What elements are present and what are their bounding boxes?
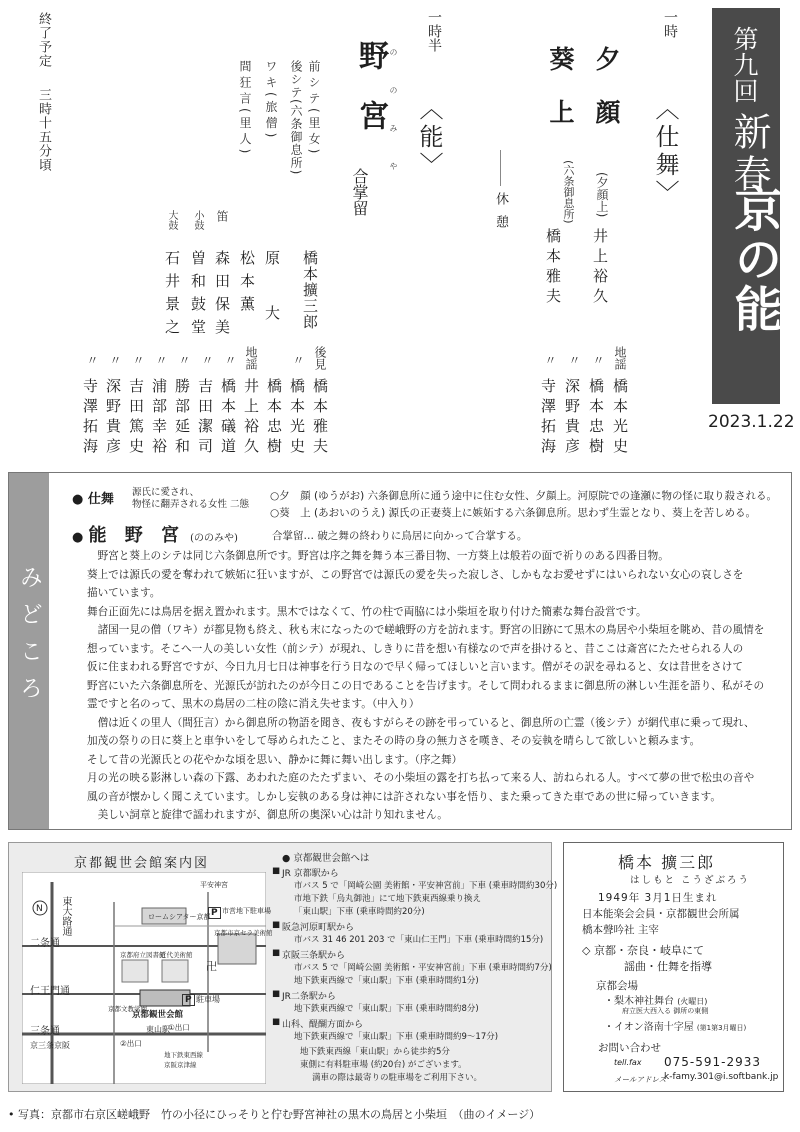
koken-member: 橋本光史	[288, 378, 306, 458]
route-line: 地下鉄東西線で「東山駅」下車 (乗車時間約9～17分)	[294, 1032, 499, 1042]
performer-aoi: 橋本雅夫	[544, 228, 562, 308]
cast-name-shite: 橋本擴三郎	[301, 250, 319, 330]
ditto-mark: 〃	[567, 354, 581, 366]
shimai-heading-label: 仕舞	[87, 492, 114, 507]
ditto-mark: 〃	[108, 354, 122, 366]
shimai-jiutai-member: 寺澤拓海	[539, 378, 557, 458]
midokoro-line: そして昔の光源氏との花やかな頃を思い、静かに舞に舞い出します。（序之舞）	[87, 753, 463, 766]
midokoro-line: 想っています。そこへ一人の美しい女性（前シテ）が現れ、しきりに昔を想い有様なので声を掛けると、昔ここは斎宮にたたせられる人の	[87, 642, 744, 655]
ditto-mark: 〃	[154, 354, 168, 366]
shimai-heading: ● 仕舞	[72, 492, 114, 507]
noh-heading: ● 能 野 宮 (ののみや)	[72, 525, 238, 546]
musician-name: 曽和鼓堂	[189, 250, 207, 342]
map-label-library: 京都府立図書館	[120, 951, 166, 959]
venue-name: ・梨木神社舞台	[604, 996, 674, 1007]
noh-heading-ruby: (ののみや)	[190, 533, 238, 544]
midokoro-line: 加茂の祭りの日に葵上と車争いをして辱められたこと、またその時の身の無力さを嘆き、その妄執を晴らして欲しいと頼みます。	[87, 735, 701, 747]
aoi-note: ○葵 上 (あおいのうえ) 源氏の正妻葵上に嫉妬する六条御息所。思わず生霊となり、葵上を苦しめる。	[270, 507, 757, 519]
route-bullet-icon: ■	[272, 948, 281, 958]
venue-note: (火曜日)	[677, 997, 708, 1006]
musician-role: 笛	[215, 210, 229, 222]
midokoro-line: 霊ですと名のって、黒木の鳥居の二柱の陰に消え失せます。（中入り）	[87, 698, 420, 710]
map-label-rohm: ロームシアター京都	[148, 913, 211, 921]
venue-name: ・イオン洛南十字屋	[604, 1022, 694, 1033]
profile-kana: はしもと こうざぶろう	[630, 875, 751, 886]
photo-caption: • 写真：京都市右京区嵯峨野 竹の小径にひっそりと佇む野宮神社の黒木の鳥居と小柴垣 （曲のイメージ）	[8, 1108, 541, 1121]
map-label-niomon: 仁王門通	[30, 986, 70, 997]
midokoro-line: 僧は近くの里人（間狂言）から御息所の物語を聞き、夜もすがらその跡を弔っていると、御息所の亡霊（後シテ）が網代車に乗って現れ、	[87, 716, 755, 729]
route-line: 市バス 31 46 201 203 で「東山仁王門」下車 (乗車時間約15分)	[294, 935, 544, 945]
series-title-a: 新春	[727, 112, 771, 196]
end-time: 三時十五分頃	[36, 88, 51, 172]
access-title: ● 京都観世会館へは	[282, 853, 370, 864]
profile-name: 橋本 擴三郎	[618, 853, 716, 872]
profile-area: ◇ 京都・奈良・岐阜にて	[582, 944, 704, 957]
shimai-jiutai-label: 地謡	[613, 346, 627, 370]
shimai-jiutai-member: 深野貴彦	[563, 378, 581, 458]
noh-finish-note: 合掌留	[350, 168, 369, 216]
map-label-sanjo: 三条通	[30, 1026, 60, 1037]
map-label-exit2: ②出口	[120, 1039, 142, 1048]
shimai-desc-line: 物怪に翻弄される女性 二態	[132, 499, 250, 510]
ditto-mark: 〃	[291, 354, 305, 366]
map-label-bunkyo: 京都文教学園	[108, 1005, 147, 1013]
route-heading: JR 京都駅から	[282, 869, 339, 879]
noh-jiutai-member: 橋本礒道	[219, 378, 237, 458]
venue-item	[604, 1018, 746, 1033]
map-label-n: N	[36, 904, 43, 914]
midokoro-line: 野宮にいた六条御息所を、光源氏が訪れたのが今日この日であることを告げます。そして問われるままに御息所の淋しい生涯を語り、私がその	[87, 679, 765, 692]
venue-sub: 府立医大西入る 御所の東側	[622, 1007, 709, 1015]
venue-note: (第1第3月曜日)	[696, 1024, 747, 1032]
cast-role: 間狂言(里人)	[238, 60, 252, 158]
map-label-nijo: 二条通	[30, 938, 60, 949]
cast-role: 前シテ(里女)	[307, 60, 321, 158]
modern-museum-block	[162, 960, 188, 982]
map-label-kanze: 京都観世会館	[132, 1010, 184, 1020]
noh-heading-label: 能 野 宮	[88, 525, 185, 546]
map-label-exit1: ①出口	[168, 1023, 190, 1032]
route-heading: JR二条駅から	[282, 992, 336, 1002]
route-line: 「東山駅」下車 (乗車時間約20分)	[294, 907, 425, 917]
parking-icon: P	[182, 994, 195, 1006]
route-line: 地下鉄東西線で「東山駅」下車 (乗車時間約8分)	[294, 1004, 479, 1014]
ditto-mark: 〃	[543, 354, 557, 366]
noh-jiutai-label: 地謡	[244, 346, 258, 370]
route-line: 市バス 5 で「岡崎公園 美術館・平安神宮前」下車 (乗車時間約7分)	[294, 963, 552, 973]
contact-label: お問い合わせ	[598, 1042, 661, 1054]
map-title: 京都観世会館案内図	[74, 856, 210, 871]
shimai-jiutai-member: 橋本忠樹	[587, 378, 605, 458]
midokoro-line: 諸国一見の僧（ワキ）が都見物も終え、秋も末になったので嵯峨野の方を訪れます。野宮の旧跡にて黒木の鳥居や小柴垣を眺め、昔の風情を	[87, 624, 765, 636]
parking-icon: P	[208, 907, 221, 919]
map-label-city-parking: 市営地下駐車場	[222, 907, 271, 915]
map-label-kyocera: 京都市京セラ美術館	[214, 929, 273, 937]
map-label-heian: 平安神宮	[200, 881, 228, 889]
noh-title-ruby: ののみや	[389, 48, 398, 200]
noh-jiutai-member: 吉田篤史	[127, 378, 145, 458]
midokoro-line: 美しい詞章と旋律で謡われますが、御息所の奥深い心は計り知れません。	[87, 809, 448, 821]
profile-teach: 謡曲・仕舞を指導	[624, 960, 712, 973]
access-note: 東側に有料駐車場 (約20台) がございます。	[300, 1060, 467, 1070]
break-rule	[500, 150, 501, 186]
map-label-higashiyama: 東山駅	[146, 1025, 170, 1034]
venue-label: 京都会場	[596, 980, 638, 992]
ditto-mark: 〃	[177, 354, 191, 366]
performer-yugao: 井上裕久	[591, 228, 609, 308]
edition-label: 第九回	[730, 26, 759, 104]
cast-name-waki: 原大	[263, 250, 281, 360]
route-line: 地下鉄東西線で「東山駅」下車 (乗車時間約1分)	[294, 976, 479, 986]
musician-role: 大鼓	[166, 210, 177, 230]
library-block	[122, 960, 148, 982]
route-bullet-icon: ■	[272, 866, 281, 876]
map-label-tozai: 地下鉄東西線	[164, 1051, 203, 1059]
ditto-mark: 〃	[85, 354, 99, 366]
route-heading: 山科、醍醐方面から	[282, 1020, 364, 1030]
noh-title: 野宮	[353, 40, 388, 160]
play-title-aoi: 葵上	[546, 46, 575, 152]
koken-label: 後見	[313, 346, 327, 370]
cast-role: 後シテ(六条御息所)	[289, 60, 303, 176]
yugao-note: ○夕 顔 (ゆうがお) 六条御息所に通う途中に住む女性、夕顔上。河原院での逢瀬に物の怪に取り殺される。	[270, 490, 778, 502]
ditto-mark: 〃	[200, 354, 214, 366]
noh-jiutai-member: 吉田潔司	[196, 378, 214, 458]
cast-name-kyogen: 松本薫	[238, 250, 256, 319]
midokoro-line: 描いています。	[87, 587, 161, 599]
shimai-desc-line: 源氏に愛され、	[132, 487, 200, 498]
midokoro-line: 舞台正面先には鳥居を据え置かれます。黒木ではなくて、竹の柱で両脇には小柴垣を取り付けた簡素な舞台設営です。	[87, 605, 647, 618]
route-bullet-icon: ■	[272, 920, 281, 930]
tel-label: tell.fax	[614, 1058, 642, 1067]
role-aoi: (六条御息所)	[562, 160, 575, 224]
title-banner	[712, 8, 780, 404]
play-title-yugao: 夕顔	[592, 46, 621, 152]
route-bullet-icon: ■	[272, 1017, 281, 1027]
shrine-icon: 卍	[206, 960, 217, 973]
midokoro-strip	[9, 473, 49, 829]
map-label-keishin: 京阪京津線	[164, 1061, 197, 1069]
noh-jiutai-member: 橋本忠樹	[265, 378, 283, 458]
access-title-text: 京都観世会館へは	[293, 853, 370, 864]
cast-role: ワキ(旅僧)	[264, 60, 278, 142]
break-label: 休憩	[493, 192, 508, 238]
event-date: 2023.1.22	[708, 412, 795, 432]
ditto-mark: 〃	[591, 354, 605, 366]
museum-block	[218, 934, 256, 964]
profile-aff1: 日本能楽会会員・京都観世会所属	[582, 908, 740, 920]
midokoro-line: 風の音が懐かしく聞こえています。しかし妄執のある身は神には許されない事を悟り、また乗ってきた車であの世に帰っていきます。	[87, 790, 721, 803]
noh-time: 一時半	[426, 10, 442, 52]
end-label: 終了予定	[36, 12, 51, 68]
map-label-keihan: 京三条京阪	[30, 1041, 70, 1050]
route-bullet-icon: ■	[272, 989, 281, 999]
mail-address: k-famy.301@i.softbank.jp	[664, 1072, 779, 1082]
access-note: 満車の際は最寄りの駐車場をご利用下さい。	[312, 1073, 483, 1083]
midokoro-line: 葵上では源氏の愛を奪われて嫉妬に狂いますが、この野宮では源氏の愛を失った寂しさ、しかもなお愛せずにはいられない女心の哀しさを	[87, 568, 744, 581]
route-line: 市地下鉄「烏丸御池」にて地下鉄東西線乗り換え	[294, 894, 482, 904]
midokoro-line: 月の光の映る影淋しい森の下露、あわれた庭のたたずまい、その小柴垣の露を打ち払って来る人、訪ねられる人。すべて夢の世で松虫の音や	[87, 772, 755, 784]
route-heading: 阪急河原町駅から	[282, 923, 355, 933]
map-label-modern: 近代美術館	[160, 951, 193, 959]
musician-name: 森田保美	[213, 250, 231, 342]
shimai-description	[132, 487, 249, 511]
profile-aff2: 橋本聲吟社 主宰	[582, 924, 659, 936]
noh-jiutai-member: 寺澤拓海	[81, 378, 99, 458]
musician-role: 小鼓	[192, 210, 203, 230]
map-label-parking: 駐車場	[196, 995, 220, 1004]
gassho-note: 合掌留… 破之舞の終わりに鳥居に向かって合掌する。	[272, 530, 528, 542]
midokoro-line: 仮に住まわれる野宮ですが、今日九月七日は神事を行う日なので早く帰ってほしいと言います。僧がその訳を尋ねると、女は昔世をさけて	[87, 661, 743, 673]
ditto-mark: 〃	[131, 354, 145, 366]
noh-jiutai-member: 深野貴彦	[104, 378, 122, 458]
shimai-type: 〈仕舞〉	[651, 96, 679, 208]
route-line: 市バス 5 で「岡崎公園 美術館・平安神宮前」下車 (乗車時間約30分)	[294, 881, 558, 891]
ditto-mark: 〃	[223, 354, 237, 366]
koken-member: 橋本雅夫	[311, 378, 329, 458]
tel-number: 075-591-2933	[664, 1055, 762, 1069]
noh-jiutai-member: 勝部延和	[173, 378, 191, 458]
shimai-time: 一時	[662, 10, 678, 38]
access-note: 地下鉄東西線「東山駅」から徒歩約5分	[300, 1047, 450, 1057]
shimai-jiutai-member: 橋本光史	[611, 378, 629, 458]
musician-name: 石井景之	[163, 250, 181, 342]
series-title-b: 京の能	[726, 184, 782, 334]
role-yugao: (夕顔上)	[595, 172, 609, 218]
midokoro-heading: みどころ	[16, 565, 42, 713]
venue-item	[604, 992, 707, 1007]
profile-born: 1949年 3月1日生まれ	[598, 892, 718, 904]
map-label-higashioji: 東大路通	[60, 896, 71, 936]
noh-jiutai-member: 浦部幸裕	[150, 378, 168, 458]
route-heading: 京阪三条駅から	[282, 951, 346, 961]
noh-type: 〈能〉	[415, 96, 443, 180]
mail-label: メールアドレス	[614, 1075, 667, 1084]
midokoro-line: 野宮と葵上のシテは同じ六条御息所です。野宮は序之舞を舞う本三番目物、一方葵上は般若の面で祈りのある四番目物。	[87, 550, 669, 562]
noh-jiutai-member: 井上裕久	[242, 378, 260, 458]
